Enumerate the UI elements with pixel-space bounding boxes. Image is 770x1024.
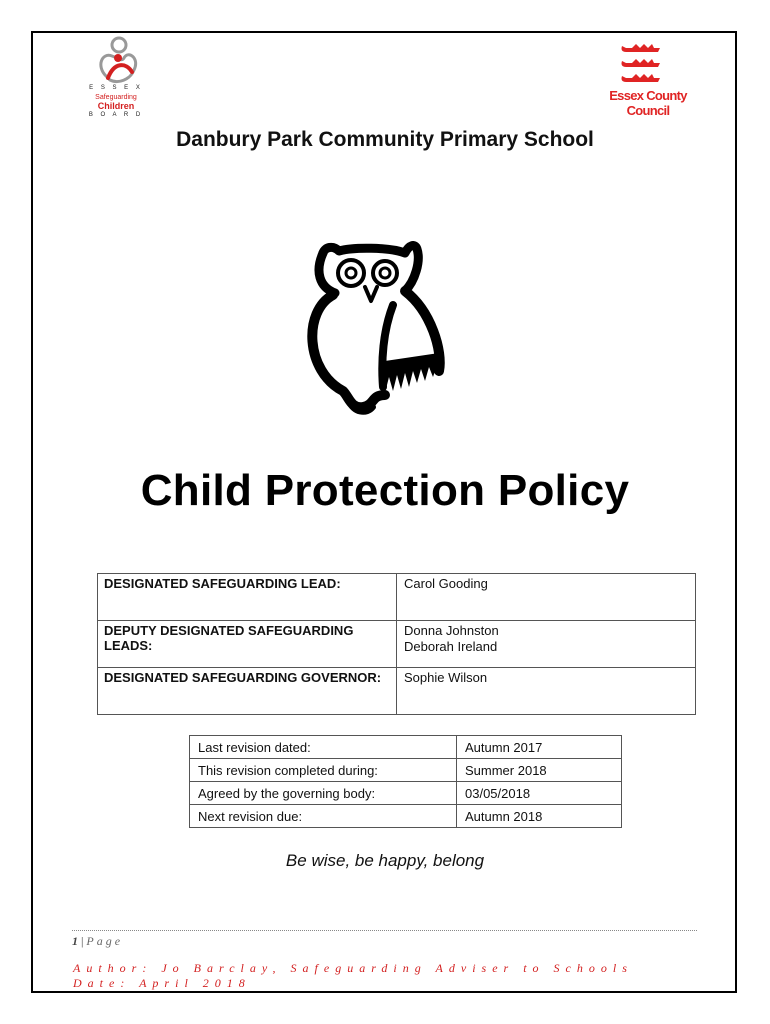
policy-title: Child Protection Policy (140, 466, 630, 515)
lead-role: DESIGNATED SAFEGUARDING LEAD: (98, 574, 397, 621)
lead-role: DEPUTY DESIGNATED SAFEGUARDING LEADS: (98, 621, 397, 668)
table-row (98, 668, 696, 715)
school-motto: Be wise, be happy, belong (285, 851, 485, 870)
page-number-value: 1 (72, 934, 78, 948)
revision-label: Next revision due: (190, 805, 457, 828)
escb-line-children: Children (97, 101, 135, 111)
lead-name: Carol Gooding (404, 576, 488, 591)
revision-value: 03/05/2018 (457, 782, 622, 805)
revision-label: This revision completed during: (190, 759, 457, 782)
revision-value: Autumn 2017 (457, 736, 622, 759)
table-row (190, 759, 622, 782)
lead-name: Sophie Wilson (404, 670, 488, 685)
revision-label: Last revision dated: (190, 736, 457, 759)
footer-date: Date: April 2018 (73, 976, 251, 990)
lead-name: Donna Johnston (404, 623, 499, 638)
escb-logo-text (84, 84, 148, 120)
revision-table (189, 735, 622, 828)
table-row (98, 574, 696, 621)
ecc-logo-text: Essex County Council (609, 88, 687, 118)
table-row (190, 782, 622, 805)
footer-divider (72, 930, 697, 931)
escb-line-safeguarding: Safeguarding (95, 94, 137, 101)
page-word: Page (86, 934, 124, 948)
lead-name-cell (397, 668, 696, 715)
page-number-separator: | (81, 934, 84, 948)
page-number (72, 934, 123, 949)
lead-name: Deborah Ireland (404, 639, 498, 654)
lead-role: DESIGNATED SAFEGUARDING GOVERNOR: (98, 668, 397, 715)
table-row (98, 621, 696, 668)
ecc-seaxes-logo (618, 40, 664, 88)
safeguarding-leads-table (97, 573, 696, 715)
lead-name-cell (397, 621, 696, 668)
revision-value: Autumn 2018 (457, 805, 622, 828)
escb-line-essex: E S S E X (89, 85, 143, 91)
table-row (190, 805, 622, 828)
school-name: Danbury Park Community Primary School (176, 128, 594, 151)
owl-illustration (293, 241, 461, 419)
revision-label: Agreed by the governing body: (190, 782, 457, 805)
escb-line-board: B O A R D (88, 112, 144, 118)
table-row (190, 736, 622, 759)
footer-author: Author: Jo Barclay, Safeguarding Adviser to Schools (73, 961, 633, 975)
revision-value: Summer 2018 (457, 759, 622, 782)
lead-name-cell (397, 574, 696, 621)
